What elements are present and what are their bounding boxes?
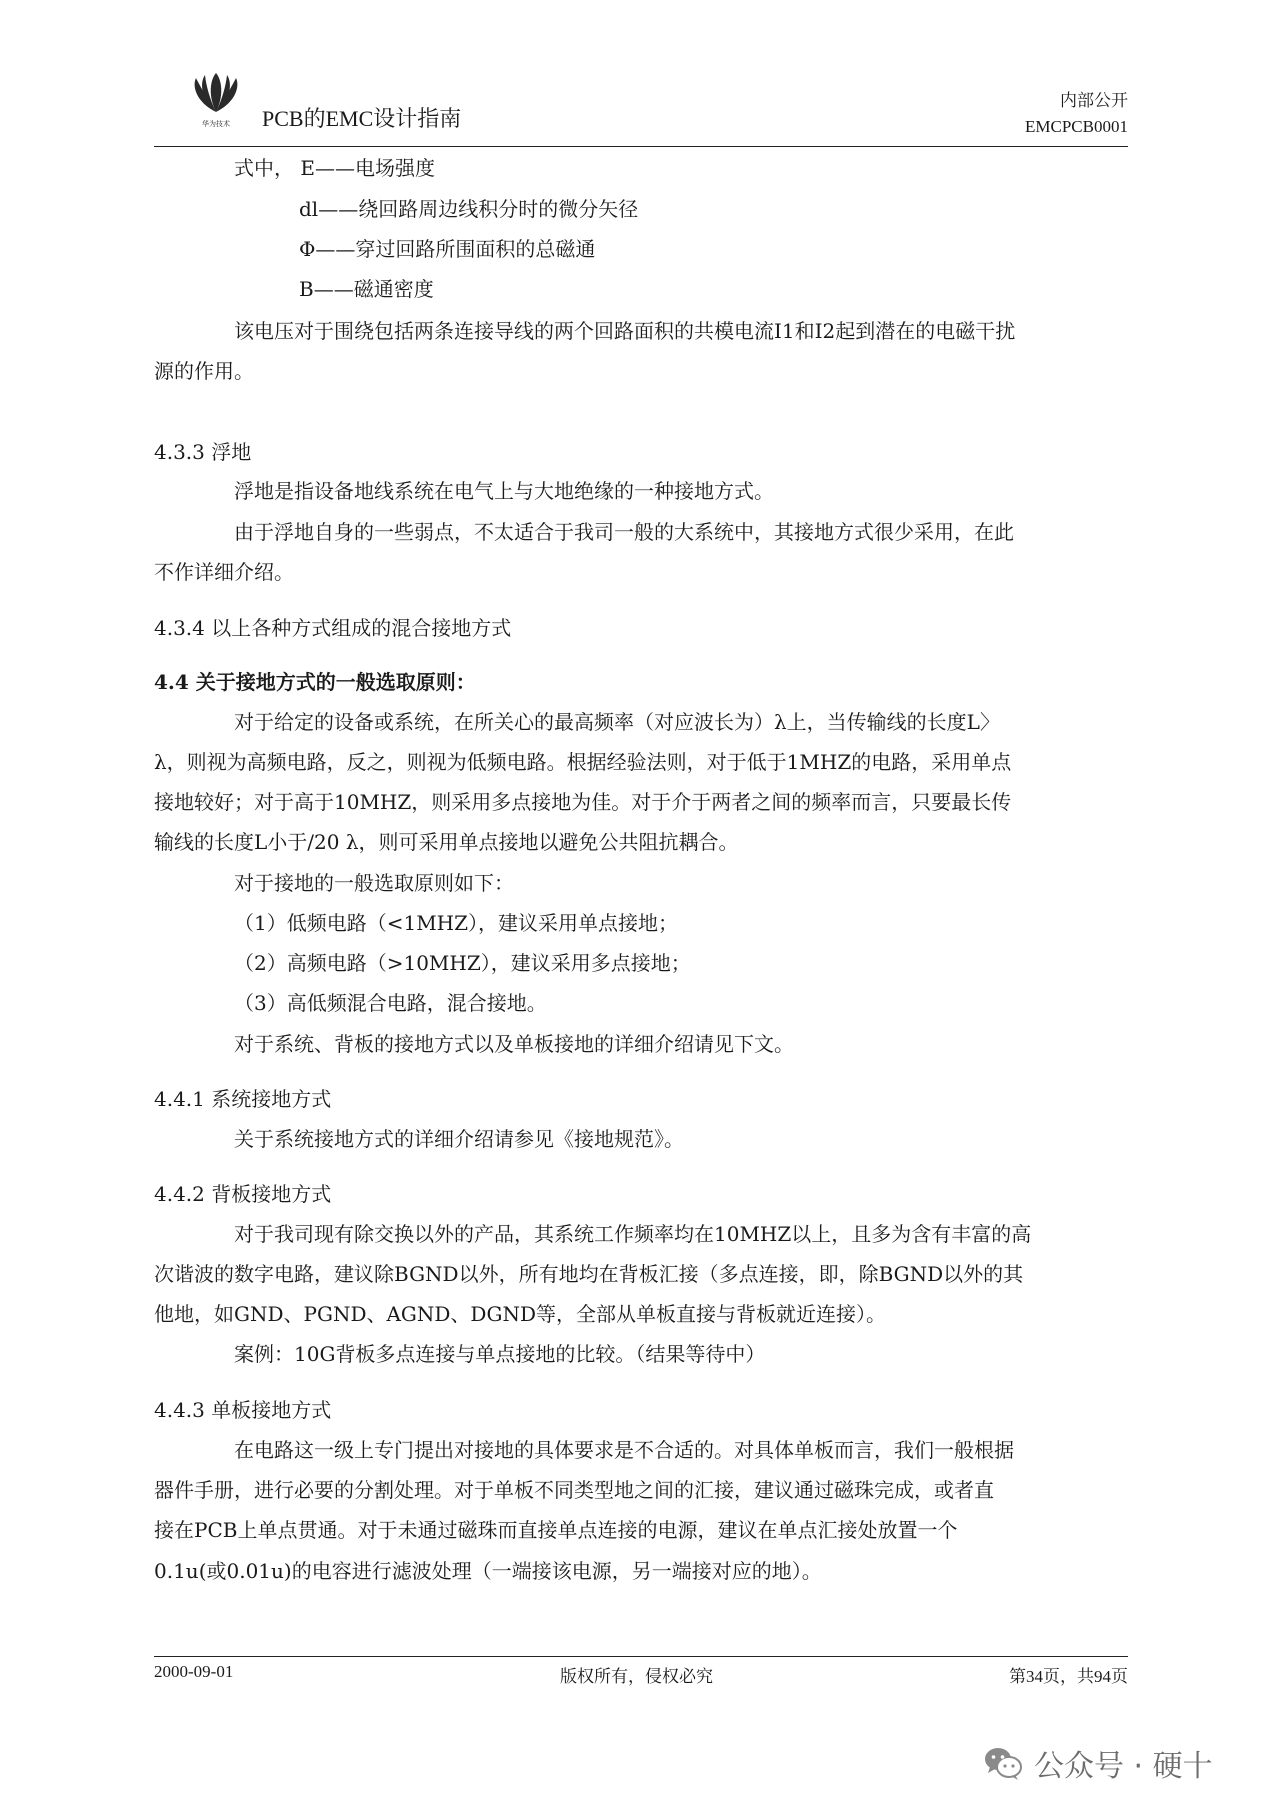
list-item: （2）高频电路（>10MHZ），建议采用多点接地； [234,951,691,975]
classification-label: 内部公开 [1060,91,1128,110]
watermark-text: 公众号 · 硬十 [1034,1749,1213,1784]
section-heading: 4.3.4 以上各种方式组成的混合接地方式 [154,616,512,640]
footer-page-number: 第34页，共94页 [1009,1667,1128,1686]
body-line: 对于系统、背板的接地方式以及单板接地的详细介绍请见下文。 [234,1032,794,1056]
body-line: 器件手册，进行必要的分割处理。对于单板不同类型地之间的汇接，建议通过磁珠完成，或者直 [154,1478,994,1502]
body-line: 该电压对于围绕包括两条连接导线的两个回路面积的共模电流I1和I2起到潜在的电磁干扰 [234,319,1016,343]
body-line: 接在PCB上单点贯通。对于未通过磁珠而直接单点连接的电源，建议在单点汇接处放置一个 [154,1518,958,1542]
header-rule [154,146,1128,147]
document-id: EMCPCB0001 [1025,117,1128,136]
body-line: dl——绕回路周边线积分时的微分矢径 [299,197,639,221]
body-line: 由于浮地自身的一些弱点，不太适合于我司一般的大系统中，其接地方式很少采用，在此 [234,520,1014,544]
section-heading-bold: 4.4 关于接地方式的一般选取原则： [154,670,476,694]
body-line: B——磁通密度 [299,277,434,301]
section-heading: 4.4.2 背板接地方式 [154,1182,332,1206]
body-line: 案例：10G背板多点连接与单点接地的比较。（结果等待中） [234,1342,766,1366]
huawei-logo [186,72,246,132]
body-line: 他地，如GND、PGND、AGND、DGND等，全部从单板直接与背板就近连接）。 [154,1302,886,1326]
body-line: 浮地是指设备地线系统在电气上与大地绝缘的一种接地方式。 [234,479,774,503]
body-line: λ，则视为高频电路，反之，则视为低频电路。根据经验法则，对于低于1MHZ的电路，采用单点 [154,750,1012,774]
body-line: 关于系统接地方式的详细介绍请参见《接地规范》。 [234,1127,684,1151]
header-meta [1025,88,1128,140]
body-line: 对于给定的设备或系统，在所关心的最高频率（对应波长为）λ上，当传输线的长度L〉 [234,710,1000,734]
footer-date: 2000-09-01 [154,1662,234,1681]
watermark [982,1740,1213,1786]
logo-text: 华为技术 [202,120,230,128]
body-line: 式中， E——电场强度 [234,156,435,180]
body-line: 输线的长度L小于/20 λ，则可采用单点接地以避免公共阻抗耦合。 [154,830,739,854]
section-heading: 4.4.3 单板接地方式 [154,1398,332,1422]
list-item: （1）低频电路（<1MHZ），建议采用单点接地； [234,911,679,935]
body-line: 不作详细介绍。 [154,560,294,584]
body-line: Φ——穿过回路所围面积的总磁通 [299,237,596,261]
document-title: PCB的EMC设计指南 [262,106,462,131]
section-heading: 4.3.3 浮地 [154,440,252,464]
body-line: 接地较好；对于高于10MHZ，则采用多点接地为佳。对于介于两者之间的频率而言，只要最长传 [154,790,1012,814]
list-item: （3）高低频混合电路，混合接地。 [234,991,547,1015]
section-heading: 4.4.1 系统接地方式 [154,1087,332,1111]
wechat-icon [982,1742,1024,1784]
body-line: 对于我司现有除交换以外的产品，其系统工作频率均在10MHZ以上，且多为含有丰富的高 [234,1222,1032,1246]
body-line: 源的作用。 [154,359,254,383]
body-line: 次谐波的数字电路，建议除BGND以外，所有地均在背板汇接（多点连接，即，除BGND以外的其 [154,1262,1024,1286]
body-line: 0.1u(或0.01u)的电容进行滤波处理（一端接该电源，另一端接对应的地）。 [154,1559,822,1583]
body-line: 对于接地的一般选取原则如下： [234,871,514,895]
footer-rule [154,1656,1128,1657]
footer-copyright: 版权所有，侵权必究 [560,1667,713,1686]
body-line: 在电路这一级上专门提出对接地的具体要求是不合适的。对具体单板而言，我们一般根据 [234,1438,1014,1462]
